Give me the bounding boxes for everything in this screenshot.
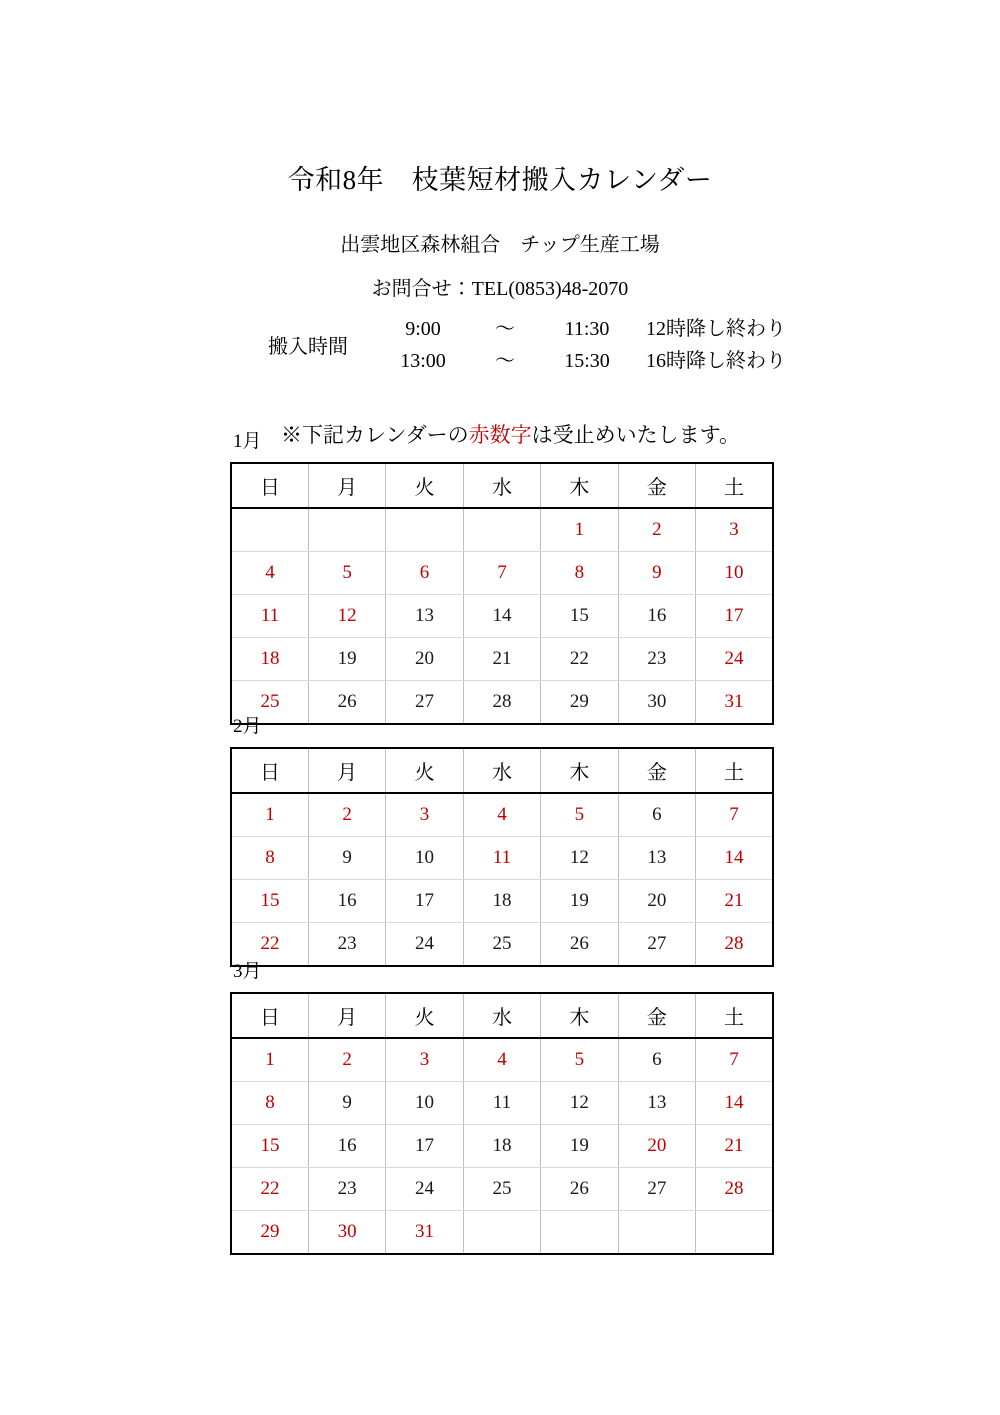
calendar-week-row — [231, 837, 773, 880]
calendar-day-cell: 2 — [308, 793, 385, 837]
calendar-day-cell: 28 — [724, 933, 744, 954]
calendar-day-cell: 12 — [308, 595, 385, 638]
afternoon-range-separator: 〜 — [495, 350, 515, 372]
page-title: 令和8年 枝葉短材搬入カレンダー — [287, 165, 713, 195]
calendar-header-month-3 — [231, 993, 773, 1038]
note-red-keyword: 赤数字 — [468, 423, 532, 447]
calendar-day-cell: 5 — [541, 1038, 618, 1082]
calendar-day-cell: 20 — [618, 1125, 695, 1168]
calendar-week-row — [231, 552, 773, 595]
weekday-header-sat: 土 — [696, 993, 773, 1038]
calendar-week-row — [231, 1038, 773, 1082]
calendar-day-cell: 13 — [618, 837, 695, 880]
month-label-2: 2月 — [233, 716, 262, 737]
calendar-day-cell-empty — [541, 1211, 618, 1255]
weekday-header-thu: 木 — [541, 993, 618, 1038]
calendar-day-cell: 29 — [231, 1211, 308, 1255]
calendar-body-month-3 — [231, 1038, 773, 1254]
calendar-table-month-1 — [230, 462, 774, 725]
delivery-hours-row-afternoon — [380, 344, 788, 376]
weekday-header-sun: 日 — [231, 463, 308, 508]
calendar-week-row — [231, 1125, 773, 1168]
calendar-day-cell: 26 — [308, 681, 385, 725]
calendar-day-cell: 3 — [696, 508, 773, 552]
calendar-day-cell: 15 — [231, 880, 308, 923]
calendar-day-cell: 28 — [463, 681, 540, 725]
calendar-day-cell: 1 — [541, 508, 618, 552]
calendar-day-cell: 8 — [231, 837, 308, 880]
calendar-day-cell: 29 — [541, 681, 618, 725]
delivery-hours-rows — [380, 312, 788, 376]
weekday-header-fri: 金 — [618, 993, 695, 1038]
weekday-header-wed: 水 — [463, 748, 540, 793]
weekday-header-fri: 金 — [618, 463, 695, 508]
afternoon-start-time: 13:00 — [400, 350, 446, 372]
calendar-day-cell: 31 — [724, 691, 744, 712]
morning-start-time: 9:00 — [405, 318, 441, 340]
calendar-day-cell: 21 — [463, 638, 540, 681]
calendar-day-cell: 17 — [386, 880, 463, 923]
weekday-header-sun: 日 — [231, 748, 308, 793]
calendar-day-cell: 15 — [231, 1125, 308, 1168]
calendar-day-cell-empty — [618, 1211, 695, 1255]
calendar-week-row — [231, 923, 773, 967]
calendar-day-cell: 8 — [231, 1082, 308, 1125]
calendar-week-row — [231, 595, 773, 638]
calendar-block-month-2 — [230, 717, 772, 967]
delivery-hours-label: 搬入時間 — [268, 335, 348, 358]
calendar-day-cell: 23 — [308, 1168, 385, 1211]
calendar-day-cell: 10 — [696, 552, 773, 595]
calendar-day-cell: 15 — [541, 595, 618, 638]
calendar-day-cell: 3 — [386, 1038, 463, 1082]
calendar-day-cell: 22 — [541, 638, 618, 681]
weekday-header-row — [231, 748, 773, 793]
calendar-day-cell: 28 — [696, 1168, 773, 1211]
calendar-day-cell: 10 — [386, 837, 463, 880]
calendar-day-cell: 10 — [386, 1082, 463, 1125]
calendar-day-cell: 25 — [463, 923, 540, 967]
calendar-day-cell: 19 — [308, 638, 385, 681]
calendar-day-cell: 17 — [386, 1125, 463, 1168]
calendar-day-cell: 27 — [618, 923, 695, 967]
calendar-day-cell: 12 — [541, 1082, 618, 1125]
afternoon-unload-note: 16時降し終わり — [646, 350, 786, 372]
calendar-day-cell: 19 — [541, 1125, 618, 1168]
calendar-week-row — [231, 880, 773, 923]
calendar-day-cell-empty — [463, 1211, 540, 1255]
weekday-header-thu: 木 — [541, 463, 618, 508]
calendar-day-cell: 4 — [231, 552, 308, 595]
calendar-day-cell-empty — [696, 1211, 773, 1255]
calendar-day-cell: 16 — [308, 880, 385, 923]
calendar-day-cell: 21 — [696, 1125, 773, 1168]
calendar-day-cell: 5 — [541, 793, 618, 837]
calendar-day-cell: 14 — [463, 595, 540, 638]
calendar-day-cell: 9 — [308, 1082, 385, 1125]
calendar-day-cell: 21 — [696, 880, 773, 923]
month-label-3: 3月 — [233, 961, 262, 982]
calendar-day-cell: 11 — [463, 1082, 540, 1125]
calendar-day-cell: 16 — [618, 595, 695, 638]
weekday-header-thu: 木 — [541, 748, 618, 793]
calendar-header-month-1 — [231, 463, 773, 508]
calendar-day-cell: 20 — [386, 638, 463, 681]
calendar-day-cell: 23 — [308, 923, 385, 967]
delivery-hours-block — [268, 312, 788, 376]
morning-end-time: 11:30 — [564, 318, 610, 340]
calendar-day-cell: 24 — [696, 638, 773, 681]
calendar-day-cell: 30 — [308, 1211, 385, 1255]
calendar-day-cell: 22 — [231, 1168, 308, 1211]
calendar-day-cell: 4 — [463, 793, 540, 837]
weekday-header-mon: 月 — [308, 748, 385, 793]
calendar-body-month-1 — [231, 508, 773, 724]
month-label-1: 1月 — [233, 431, 262, 452]
weekday-header-tue: 火 — [386, 463, 463, 508]
calendar-day-cell: 27 — [618, 1168, 695, 1211]
organization-name: 出雲地区森林組合 チップ生産工場 — [340, 234, 660, 256]
calendar-week-row — [231, 793, 773, 837]
calendar-day-cell: 27 — [386, 681, 463, 725]
calendar-day-cell-empty — [386, 508, 463, 552]
calendar-day-cell: 23 — [618, 638, 695, 681]
calendar-day-cell: 24 — [386, 923, 463, 967]
calendar-week-row — [231, 1168, 773, 1211]
calendar-day-cell: 7 — [696, 1038, 773, 1082]
calendar-day-cell: 3 — [386, 793, 463, 837]
calendar-day-cell: 31 — [386, 1211, 463, 1255]
calendar-day-cell: 20 — [618, 880, 695, 923]
calendar-day-cell: 6 — [618, 793, 695, 837]
weekday-header-tue: 火 — [386, 748, 463, 793]
morning-range-separator: 〜 — [495, 318, 515, 340]
calendar-week-row — [231, 1211, 773, 1255]
weekday-header-sat: 土 — [696, 463, 773, 508]
calendar-table-month-3 — [230, 992, 774, 1255]
calendar-day-cell: 18 — [231, 638, 308, 681]
calendar-block-month-1 — [230, 432, 772, 725]
morning-unload-note: 12時降し終わり — [646, 318, 786, 340]
calendar-day-cell: 25 — [463, 1168, 540, 1211]
calendar-day-cell: 19 — [541, 880, 618, 923]
calendar-week-row — [231, 508, 773, 552]
calendar-day-cell: 26 — [541, 923, 618, 967]
weekday-header-wed: 水 — [463, 463, 540, 508]
weekday-header-fri: 金 — [618, 748, 695, 793]
calendar-day-cell-empty — [308, 508, 385, 552]
calendar-day-cell: 24 — [386, 1168, 463, 1211]
calendar-table-month-2 — [230, 747, 774, 967]
calendar-day-cell: 2 — [618, 508, 695, 552]
weekday-header-row — [231, 463, 773, 508]
calendar-week-row — [231, 1082, 773, 1125]
calendar-day-cell-empty — [231, 508, 308, 552]
calendar-day-cell: 6 — [618, 1038, 695, 1082]
calendar-day-cell: 6 — [386, 552, 463, 595]
calendar-day-cell: 16 — [308, 1125, 385, 1168]
calendar-day-cell: 2 — [308, 1038, 385, 1082]
calendar-day-cell: 25 — [231, 681, 308, 725]
calendar-body-month-2 — [231, 793, 773, 966]
calendar-day-cell: 18 — [463, 880, 540, 923]
weekday-header-sun: 日 — [231, 993, 308, 1038]
calendar-day-cell: 12 — [541, 837, 618, 880]
weekday-header-wed: 水 — [463, 993, 540, 1038]
calendar-day-cell: 8 — [541, 552, 618, 595]
calendar-block-month-3 — [230, 962, 772, 1255]
contact-telephone: お問合せ：TEL(0853)48-2070 — [371, 278, 629, 300]
weekday-header-sat: 土 — [696, 748, 773, 793]
afternoon-end-time: 15:30 — [564, 350, 610, 372]
calendar-day-cell: 11 — [231, 595, 308, 638]
calendar-day-cell: 7 — [696, 793, 773, 837]
calendar-day-cell: 26 — [541, 1168, 618, 1211]
calendar-day-cell: 13 — [386, 595, 463, 638]
calendar-day-cell: 11 — [463, 837, 540, 880]
calendar-week-row — [231, 638, 773, 681]
calendar-day-cell: 18 — [463, 1125, 540, 1168]
calendar-day-cell: 4 — [463, 1038, 540, 1082]
note-prefix-text: ※下記カレンダーの — [281, 423, 469, 447]
calendar-day-cell: 1 — [231, 793, 308, 837]
note-suffix-text: は受止めいたします。 — [531, 423, 740, 447]
weekday-header-tue: 火 — [386, 993, 463, 1038]
calendar-day-cell: 5 — [308, 552, 385, 595]
delivery-hours-row-morning — [380, 312, 788, 344]
calendar-day-cell: 7 — [463, 552, 540, 595]
weekday-header-mon: 月 — [308, 463, 385, 508]
calendar-day-cell: 22 — [231, 923, 308, 967]
calendar-day-cell: 9 — [308, 837, 385, 880]
calendar-day-cell: 14 — [696, 837, 773, 880]
calendar-day-cell-empty — [463, 508, 540, 552]
weekday-header-row — [231, 993, 773, 1038]
calendar-day-cell: 9 — [618, 552, 695, 595]
calendar-day-cell: 14 — [696, 1082, 773, 1125]
calendar-day-cell: 1 — [231, 1038, 308, 1082]
weekday-header-mon: 月 — [308, 993, 385, 1038]
calendar-day-cell: 17 — [696, 595, 773, 638]
calendar-day-cell: 30 — [618, 681, 695, 725]
calendar-header-month-2 — [231, 748, 773, 793]
calendar-day-cell: 13 — [618, 1082, 695, 1125]
